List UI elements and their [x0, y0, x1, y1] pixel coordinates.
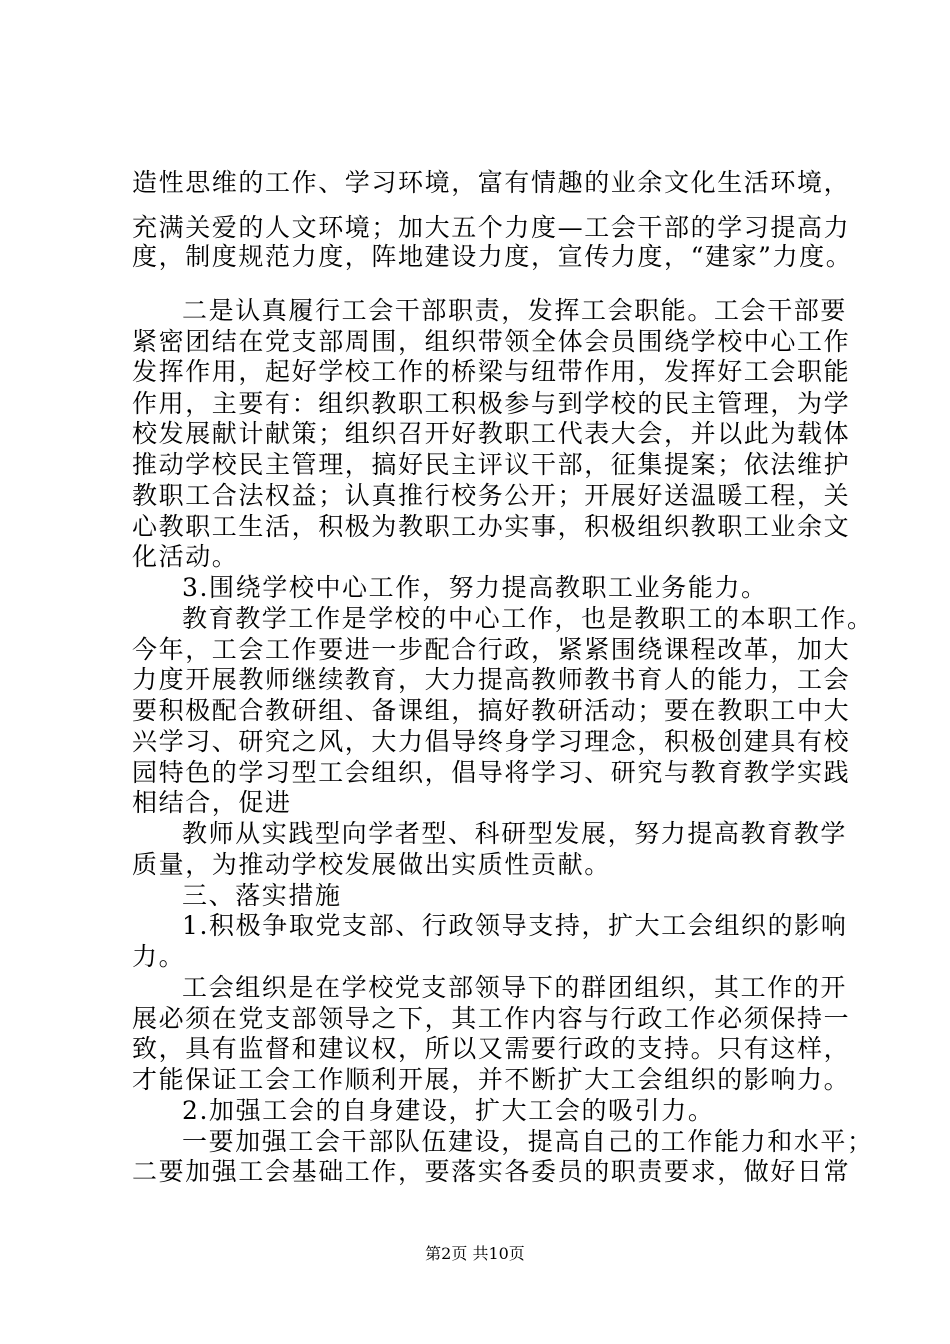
text-line: 兴学习、研究之风，大力倡导终身学习理念，积极创建具有校 [132, 727, 851, 756]
text-line: 二是认真履行工会干部职责，发挥工会职能。工会干部要 [182, 296, 848, 325]
text-line: 园特色的学习型工会组织，倡导将学习、研究与教育教学实践 [132, 758, 851, 787]
text-line: 致，具有监督和建议权，所以又需要行政的支持。只有这样， [132, 1034, 851, 1063]
text-line: 发挥作用，起好学校工作的桥梁与纽带作用，发挥好工会职能 [132, 357, 851, 386]
text-line: 推动学校民主管理，搞好民主评议干部，征集提案；依法维护 [132, 450, 851, 479]
section-heading: 3.围绕学校中心工作，努力提高教职工业务能力。 [182, 573, 768, 602]
text-line: 校发展献计献策；组织召开好教职工代表大会，并以此为载体 [132, 419, 851, 448]
text-line: 才能保证工会工作顺利开展，并不断扩大工会组织的影响力。 [132, 1065, 851, 1094]
text-line: 教职工合法权益；认真推行校务公开；开展好送温暖工程，关 [132, 481, 851, 510]
text-line: 相结合，促进 [132, 788, 292, 817]
text-line: 二要加强工会基础工作，要落实各委员的职责要求，做好日常 [132, 1157, 851, 1186]
text-line: 心教职工生活，积极为教职工办实事，积极组织教职工业余文 [132, 512, 851, 541]
page-footer: 第2页 共10页 [425, 1244, 525, 1263]
text-line: 教师从实践型向学者型、科研型发展，努力提高教育教学 [182, 819, 848, 848]
text-line: 工会组织是在学校党支部领导下的群团组织，其工作的开 [182, 973, 848, 1002]
text-line: 充满关爱的人文环境；加大五个力度—工会干部的学习提高力 [132, 213, 851, 242]
section-heading: 2.加强工会的自身建设，扩大工会的吸引力。 [182, 1096, 715, 1125]
section-heading: 1.积极争取党支部、行政领导支持，扩大工会组织的影响 [182, 911, 848, 940]
text-line: 一要加强工会干部队伍建设，提高自己的工作能力和水平； [182, 1127, 874, 1156]
text-line: 度，制度规范力度，阵地建设力度，宣传力度，“建家”力度。 [132, 242, 853, 271]
text-line: 力度开展教师继续教育，大力提高教师教书育人的能力，工会 [132, 665, 851, 694]
text-line: 要积极配合教研组、备课组，搞好教研活动；要在教职工中大 [132, 696, 851, 725]
text-line: 紧密团结在党支部周围，组织带领全体会员围绕学校中心工作 [132, 327, 851, 356]
text-line: 化活动。 [132, 542, 239, 571]
text-line: 今年，工会工作要进一步配合行政，紧紧围绕课程改革，加大 [132, 635, 851, 664]
text-line: 力。 [132, 942, 186, 971]
text-line: 作用，主要有：组织教职工积极参与到学校的民主管理，为学 [132, 389, 851, 418]
text-line: 质量，为推动学校发展做出实质性贡献。 [132, 850, 611, 879]
text-line: 造性思维的工作、学习环境，富有情趣的业余文化生活环境， [132, 168, 851, 197]
text-line: 展必须在党支部领导之下，其工作内容与行政工作必须保持一 [132, 1004, 851, 1033]
section-heading: 三、落实措施 [182, 881, 342, 910]
text-line: 教育教学工作是学校的中心工作，也是教职工的本职工作。 [182, 604, 874, 633]
